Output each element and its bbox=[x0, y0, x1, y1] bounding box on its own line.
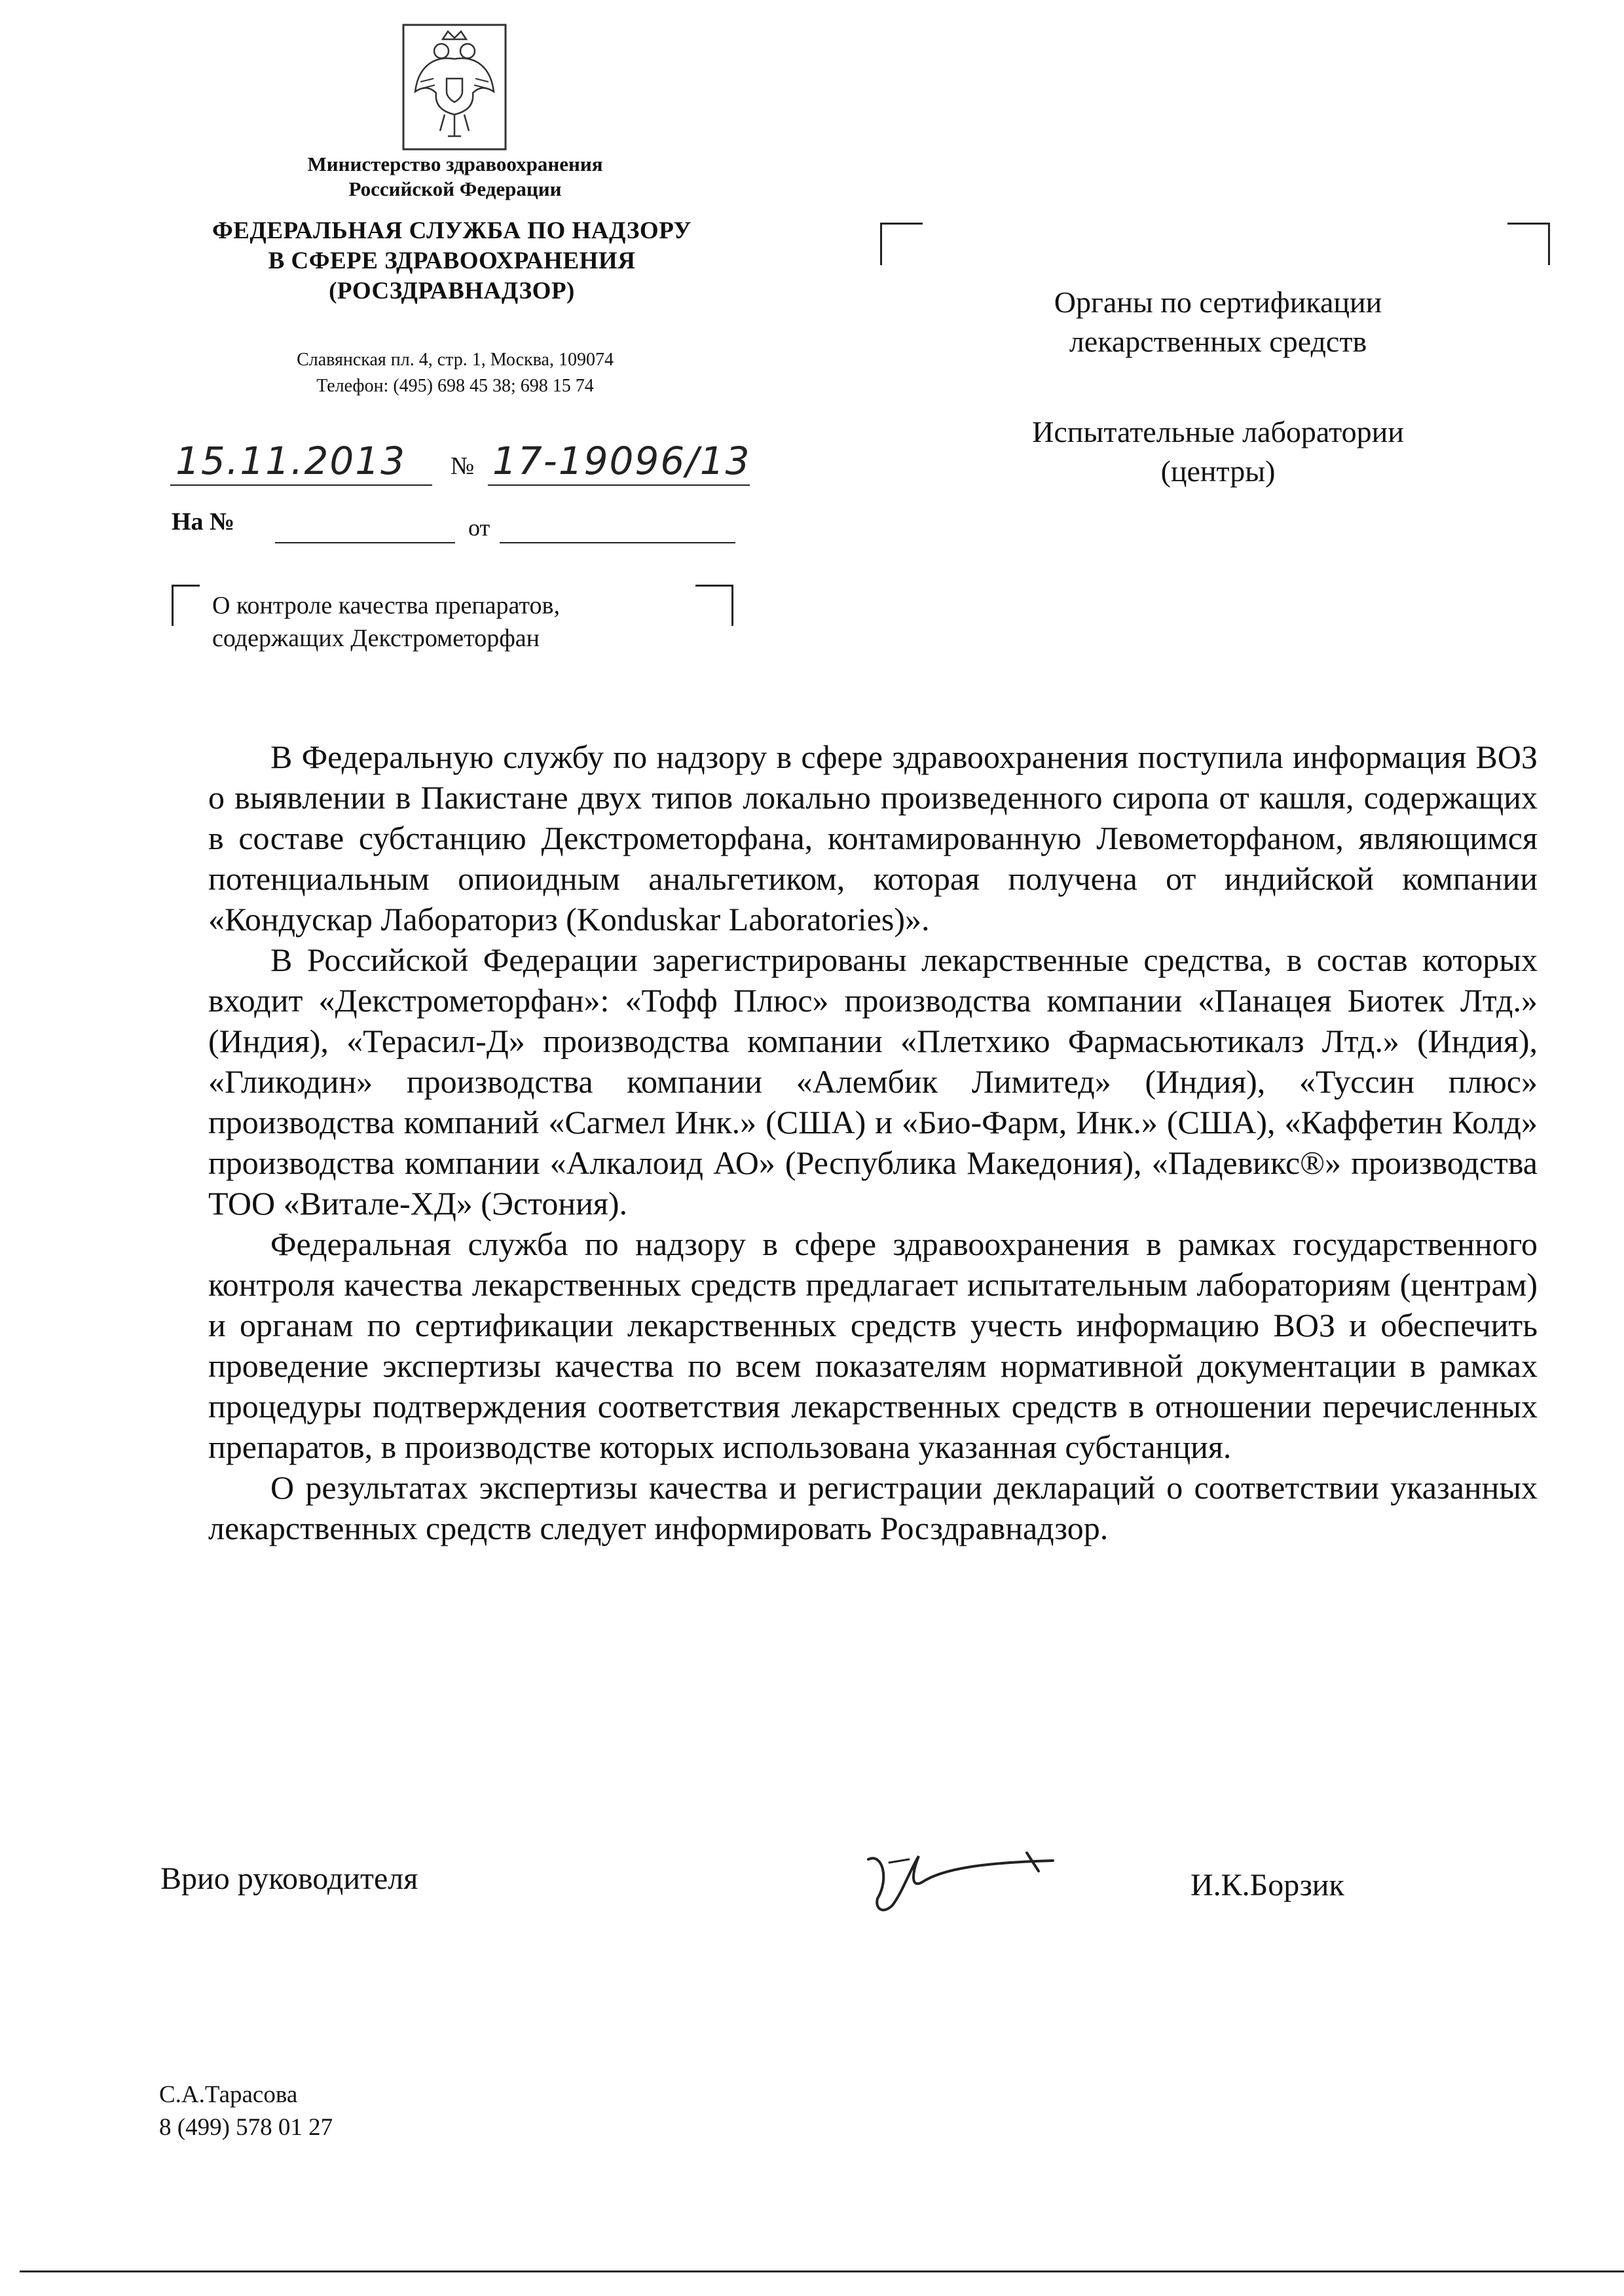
executor-phone: 8 (499) 578 01 27 bbox=[159, 2114, 333, 2141]
letter-subject bbox=[212, 589, 710, 655]
ministry-name bbox=[196, 152, 714, 202]
handwritten-number bbox=[492, 439, 754, 481]
handwritten-date bbox=[175, 439, 431, 481]
addressee-line: лекарственных средств bbox=[1069, 325, 1367, 358]
coat-of-arms-icon bbox=[396, 20, 513, 154]
addressee-certification-bodies bbox=[917, 283, 1519, 361]
reply-from-label: от bbox=[468, 515, 490, 541]
date-underline bbox=[170, 484, 432, 486]
executor-name: С.А.Тарасова bbox=[159, 2081, 298, 2108]
subject-line: содержащих Декстрометорфан bbox=[212, 625, 540, 652]
body-paragraph: В Российской Федерации зарегистрированы лекарственные средства, в состав которых входит «Декстрометорфан»: «Тофф Плюс» производства компании «Панацея Биотек Лтд.» (Индия), «Терасил-Д» производства компании «Плетхико Фармасьютикалз Лтд.» (Индия), «Гликодин» производства компании «Алембик Лимитед» (Индия), «Туссин плюс» производства компаний «Сагмел Инк.» (США) и «Био-Фарм, Инк.» (США), «Каффетин Колд» производства компании «Алкалоид АО» (Республика Македония), «Падевикс®» производства ТОО «Витале-ХД» (Эстония). bbox=[208, 941, 1538, 1222]
executor-info bbox=[159, 2079, 333, 2144]
date-value: 15.11.2013 bbox=[175, 439, 407, 483]
ministry-line: Министерство здравоохранения bbox=[307, 153, 603, 175]
number-label: № bbox=[451, 452, 475, 480]
signatory-name: И.К.Борзик bbox=[1190, 1868, 1344, 1903]
addressee-line: Испытательные лаборатории bbox=[1032, 415, 1404, 448]
reply-from-line bbox=[500, 542, 735, 543]
service-line: (РОСЗДРАВНАДЗОР) bbox=[329, 278, 575, 304]
ministry-line: Российской Федерации bbox=[348, 177, 562, 200]
service-line: В СФЕРЕ ЗДРАВООХРАНЕНИЯ bbox=[268, 247, 636, 274]
bottom-rule bbox=[20, 2270, 1624, 2272]
body-paragraph: О результатах экспертизы качества и регистрации деклараций о соответствии указанных лекарственных средств следует информировать Росздравнадзор. bbox=[208, 1469, 1538, 1546]
reply-to-label: На № bbox=[172, 508, 235, 536]
subject-line: О контроле качества препаратов, bbox=[212, 592, 560, 619]
signatory-title: Врио руководителя bbox=[160, 1861, 418, 1896]
phone-line: Телефон: (495) 698 45 38; 698 15 74 bbox=[316, 376, 594, 396]
number-value: 17-19096/13 bbox=[492, 439, 751, 483]
addressee-line: (центры) bbox=[1160, 454, 1276, 488]
sender-address bbox=[196, 347, 714, 399]
handwritten-signature-icon bbox=[863, 1833, 1060, 1925]
reply-to-line bbox=[275, 542, 455, 543]
letter-body bbox=[208, 737, 1538, 1548]
addressee-corner-left bbox=[880, 223, 923, 265]
addressee-line: Органы по сертификации bbox=[1054, 285, 1382, 319]
address-line: Славянская пл. 4, стр. 1, Москва, 109074 bbox=[297, 350, 614, 370]
addressee-test-labs bbox=[917, 412, 1519, 491]
service-name bbox=[157, 216, 747, 306]
service-line: ФЕДЕРАЛЬНАЯ СЛУЖБА ПО НАДЗОРУ bbox=[212, 217, 692, 244]
addressee-corner-right bbox=[1507, 223, 1550, 265]
body-paragraph: Федеральная служба по надзору в сфере здравоохранения в рамках государственного контроля качества лекарственных средств предлагает испытательным лабораториям (центрам) и органам по сертификации лекарственных средств учесть информацию ВОЗ и обеспечить проведение экспертизы качества по всем показателям нормативной документации в рамках процедуры подтверждения соответствия лекарственных средств в отношении перечисленных препаратов, в производстве которых использована указанная субстанция. bbox=[208, 1226, 1538, 1465]
subject-corner-left bbox=[172, 585, 200, 626]
number-underline bbox=[488, 484, 750, 486]
body-paragraph: В Федеральную службу по надзору в сфере здравоохранения поступила информация ВОЗ о выявлении в Пакистане двух типов локально произведенного сиропа от кашля, содержащих в составе субстанцию Декстрометорфана, контамированную Левометорфаном, являющимся потенциальным опиоидным анальгетиком, которая получена от индийской компании «Кондускар Лабораториз (Konduskar Laboratories)». bbox=[208, 738, 1538, 938]
